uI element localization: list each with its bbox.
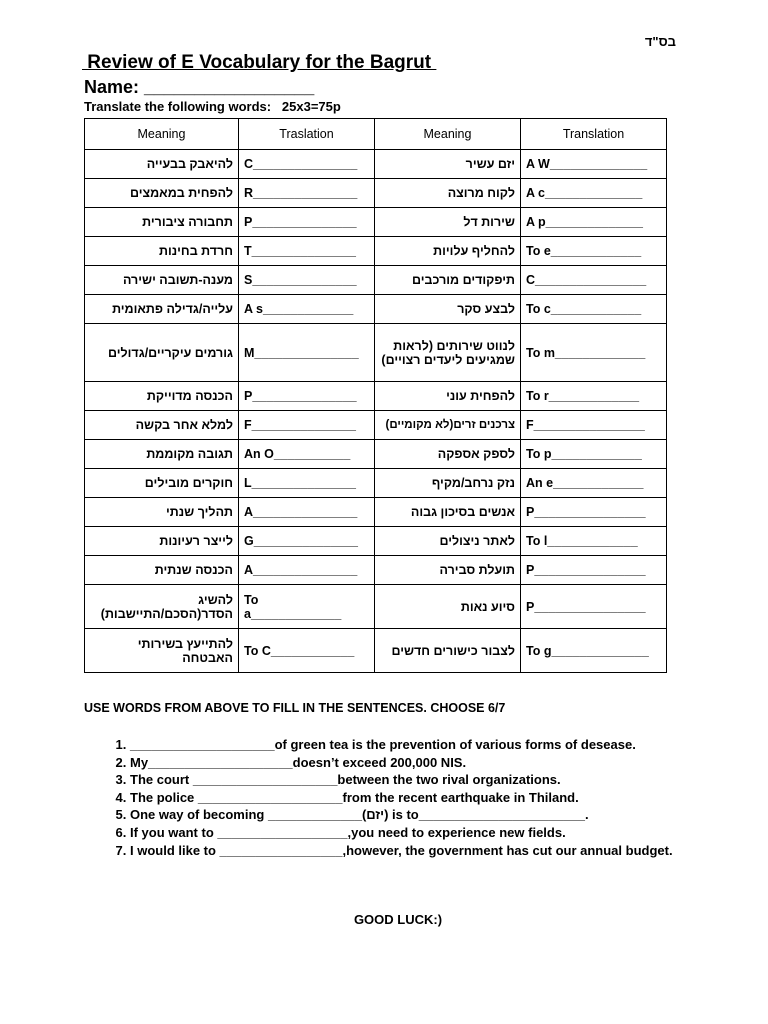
list-item: 7. I would like to _________________,however, the government has cut our annual budget. bbox=[130, 842, 720, 860]
table-row bbox=[85, 150, 667, 179]
sentence-list bbox=[84, 736, 720, 859]
translation-blank: P________________ bbox=[521, 585, 667, 629]
hebrew-meaning: להפחית במאמצים bbox=[85, 179, 239, 208]
sentences-instruction: USE WORDS FROM ABOVE TO FILL IN THE SENTENCES. CHOOSE 6/7 bbox=[84, 701, 506, 715]
religious-header-mark: בס"ד bbox=[644, 34, 676, 49]
hebrew-meaning: תחבורה ציבורית bbox=[85, 208, 239, 237]
hebrew-meaning: מענה-תשובה ישירה bbox=[85, 266, 239, 295]
hebrew-meaning: סיוע נאות bbox=[375, 585, 521, 629]
hebrew-meaning: לצבור כישורים חדשים bbox=[375, 629, 521, 673]
header-translation-2: Translation bbox=[521, 119, 667, 150]
hebrew-meaning: הכנסה שנתית bbox=[85, 556, 239, 585]
translation-blank: To r_____________ bbox=[521, 382, 667, 411]
hebrew-meaning: להחליף עלויות bbox=[375, 237, 521, 266]
translation-blank: A_______________ bbox=[239, 498, 375, 527]
translation-blank: To l_____________ bbox=[521, 527, 667, 556]
translation-blank: An O___________ bbox=[239, 440, 375, 469]
hebrew-meaning: לנווט שירותים (לראות שמגיעים ליעדים רצויים) bbox=[375, 324, 521, 382]
table-row bbox=[85, 179, 667, 208]
list-item: 4. The police ____________________from the recent earthquake in Thiland. bbox=[130, 789, 720, 807]
translation-blank: To g______________ bbox=[521, 629, 667, 673]
name-field-line: Name: _________________ bbox=[84, 77, 315, 97]
table-row bbox=[85, 208, 667, 237]
hebrew-meaning: תיפקודים מורכבים bbox=[375, 266, 521, 295]
translation-blank: R_______________ bbox=[239, 179, 375, 208]
translation-blank: To c_____________ bbox=[521, 295, 667, 324]
hebrew-meaning: לבצע סקר bbox=[375, 295, 521, 324]
hebrew-meaning: הכנסה מדוייקת bbox=[85, 382, 239, 411]
hebrew-meaning: לקוח מרוצה bbox=[375, 179, 521, 208]
table-row bbox=[85, 629, 667, 673]
table-row bbox=[85, 237, 667, 266]
page-title: Review of E Vocabulary for the Bagrut bbox=[82, 52, 437, 73]
translation-blank: S_______________ bbox=[239, 266, 375, 295]
hebrew-meaning: לייצר רעיונות bbox=[85, 527, 239, 556]
hebrew-meaning: להפחית עוני bbox=[375, 382, 521, 411]
hebrew-meaning: גורמים עיקריים/גדולים bbox=[85, 324, 239, 382]
translation-blank: A s_____________ bbox=[239, 295, 375, 324]
vocabulary-table bbox=[84, 118, 667, 673]
table-row bbox=[85, 266, 667, 295]
hebrew-meaning: לאתר ניצולים bbox=[375, 527, 521, 556]
table-row bbox=[85, 295, 667, 324]
hebrew-meaning: להיאבק בבעייה bbox=[85, 150, 239, 179]
list-item: 6. If you want to __________________,you need to experience new fields. bbox=[130, 824, 720, 842]
hebrew-meaning: שירות דל bbox=[375, 208, 521, 237]
table-row bbox=[85, 469, 667, 498]
good-luck-text: GOOD LUCK:) bbox=[353, 912, 443, 927]
list-item: 5. One way of becoming _____________(יזם) is to_______________________. bbox=[130, 806, 720, 824]
translation-blank: To a_____________ bbox=[239, 585, 375, 629]
translation-blank: C________________ bbox=[521, 266, 667, 295]
table-row bbox=[85, 585, 667, 629]
hebrew-meaning: אנשים בסיכון גבוה bbox=[375, 498, 521, 527]
hebrew-meaning: תועלת סבירה bbox=[375, 556, 521, 585]
table-row bbox=[85, 382, 667, 411]
translation-blank: G_______________ bbox=[239, 527, 375, 556]
table-row bbox=[85, 440, 667, 469]
translation-blank: To C____________ bbox=[239, 629, 375, 673]
hebrew-meaning: למלא אחר בקשה bbox=[85, 411, 239, 440]
translation-blank: To p_____________ bbox=[521, 440, 667, 469]
header-meaning-2: Meaning bbox=[375, 119, 521, 150]
hebrew-meaning: נזק נרחב/מקיף bbox=[375, 469, 521, 498]
header-meaning-1: Meaning bbox=[85, 119, 239, 150]
hebrew-meaning: להשיג הסדר(הסכם/התיישבות) bbox=[85, 585, 239, 629]
translation-blank: A p______________ bbox=[521, 208, 667, 237]
hebrew-meaning: צרכנים זרים(לא מקומיים) bbox=[375, 411, 521, 440]
translation-blank: P________________ bbox=[521, 556, 667, 585]
translation-blank: To e_____________ bbox=[521, 237, 667, 266]
list-item: 1. ____________________of green tea is the prevention of various forms of desease. bbox=[130, 736, 720, 754]
translation-blank: L_______________ bbox=[239, 469, 375, 498]
translation-blank: T_______________ bbox=[239, 237, 375, 266]
list-item: 3. The court ____________________between the two rival organizations. bbox=[130, 771, 720, 789]
translation-blank: P_______________ bbox=[239, 382, 375, 411]
translation-blank: M_______________ bbox=[239, 324, 375, 382]
table-row bbox=[85, 411, 667, 440]
table-row bbox=[85, 324, 667, 382]
list-item: 2. My____________________doesn’t exceed 200,000 NIS. bbox=[130, 754, 720, 772]
hebrew-meaning: תגובה מקוממת bbox=[85, 440, 239, 469]
translation-blank: F________________ bbox=[521, 411, 667, 440]
translation-instruction: Translate the following words: 25x3=75p bbox=[84, 99, 341, 114]
hebrew-meaning: חרדת בחינות bbox=[85, 237, 239, 266]
footer-container bbox=[0, 912, 768, 927]
table-row bbox=[85, 556, 667, 585]
table-row bbox=[85, 498, 667, 527]
table-row bbox=[85, 527, 667, 556]
hebrew-meaning: תהליך שנתי bbox=[85, 498, 239, 527]
translation-blank: A_______________ bbox=[239, 556, 375, 585]
hebrew-meaning: יזם עשיר bbox=[375, 150, 521, 179]
translation-blank: To m_____________ bbox=[521, 324, 667, 382]
table-header-row bbox=[85, 119, 667, 150]
translation-blank: C_______________ bbox=[239, 150, 375, 179]
translation-blank: P_______________ bbox=[239, 208, 375, 237]
translation-blank: A c______________ bbox=[521, 179, 667, 208]
translation-blank: F_______________ bbox=[239, 411, 375, 440]
header-translation-1: Traslation bbox=[239, 119, 375, 150]
translation-blank: A W______________ bbox=[521, 150, 667, 179]
translation-blank: P________________ bbox=[521, 498, 667, 527]
hebrew-meaning: חוקרים מובילים bbox=[85, 469, 239, 498]
hebrew-meaning: עלייה/גדילה פתאומית bbox=[85, 295, 239, 324]
translation-blank: An e_____________ bbox=[521, 469, 667, 498]
hebrew-meaning: להתייעץ בשירותי האבטחה bbox=[85, 629, 239, 673]
hebrew-meaning: לספק אספקה bbox=[375, 440, 521, 469]
